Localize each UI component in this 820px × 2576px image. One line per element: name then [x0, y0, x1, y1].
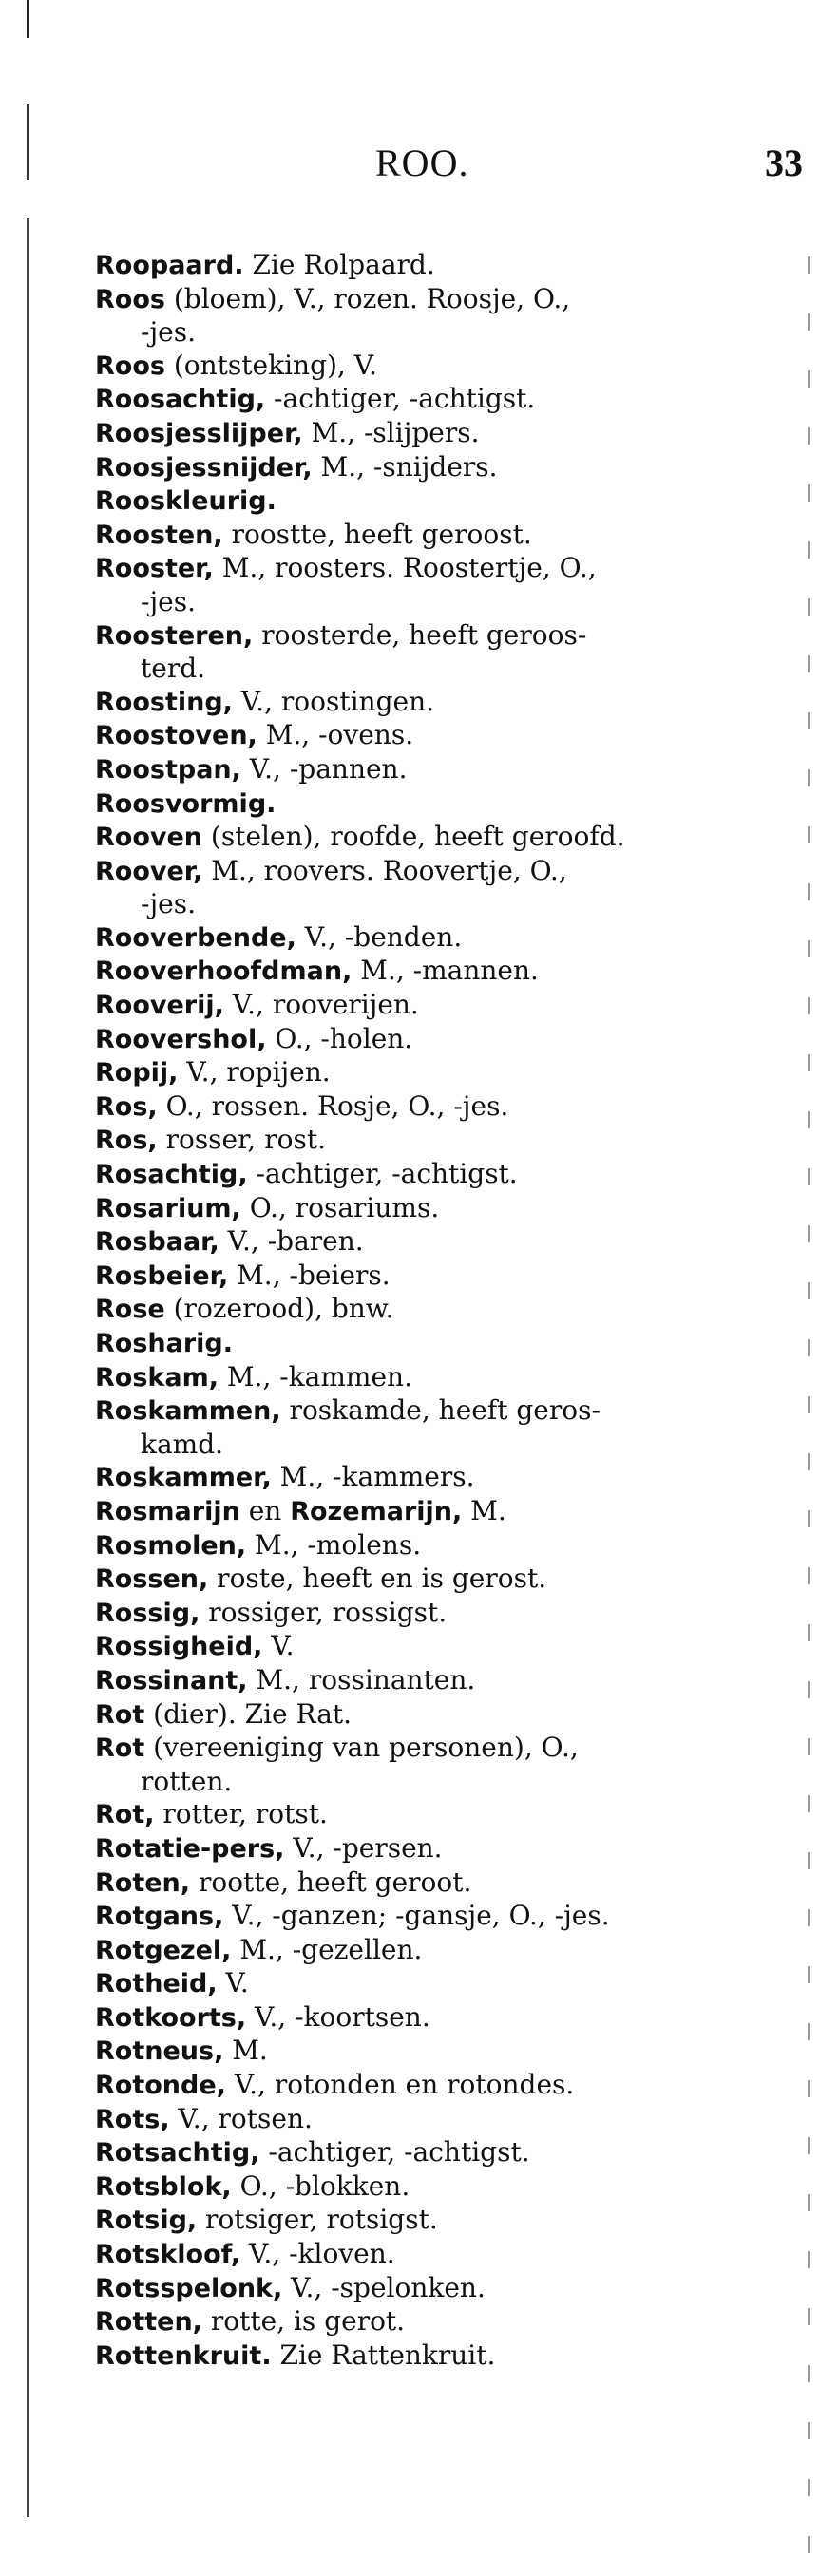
dictionary-entry [95, 855, 777, 889]
entry-definition: V., -pannen. [240, 752, 408, 785]
entry-definition: roosterde, heeft geroos- [253, 618, 587, 651]
dictionary-entry [95, 753, 777, 787]
dictionary-entry [95, 1361, 777, 1395]
entry-definition: V., -kloven. [240, 2238, 395, 2270]
entry-definition: O., rossen. Rosje, O., -jes. [157, 1089, 509, 1122]
dictionary-entry [95, 1225, 777, 1260]
entry-headword: Rotonde, [95, 2071, 226, 2101]
dictionary-entry [95, 2103, 777, 2137]
entry-definition: rotte, is gerot. [201, 2305, 406, 2338]
entry-definition: V., -persen. [284, 1831, 443, 1864]
entry-headword: Roos [95, 284, 165, 314]
dictionary-entry [95, 283, 777, 317]
dictionary-entry [95, 1597, 777, 1631]
entry-headword: Roosting, [95, 687, 233, 717]
dictionary-entry [95, 2339, 777, 2374]
dictionary-entry [95, 383, 777, 417]
dictionary-entry [95, 955, 777, 989]
entry-definition: V., rooverijen. [223, 989, 419, 1021]
entry-definition: M., roovers. Roovertje, O., [202, 854, 567, 886]
entry-continuation [95, 586, 777, 619]
entry-definition: (bloem), V., rozen. Roosje, O., [164, 282, 571, 314]
page-header [0, 141, 820, 198]
dictionary-entry [95, 1866, 777, 1901]
entry-headword: Rotheid, [95, 1969, 218, 1999]
entry-definition: M., -snijders. [312, 450, 498, 483]
dictionary-entry [95, 1934, 777, 1968]
dictionary-entry [95, 1293, 777, 1327]
entry-headword-variant: Rozemarijn, [290, 1496, 463, 1526]
dictionary-entry [95, 1461, 777, 1495]
entry-headword: Rosbeier, [95, 1260, 229, 1291]
dictionary-entry [95, 2136, 777, 2170]
entry-continuation-text: terd. [141, 653, 206, 685]
entry-continuation-text: -jes. [141, 316, 196, 349]
entry-definition: -achtiger, -achtigst. [265, 383, 536, 415]
dictionary-entry [95, 519, 777, 553]
entry-definition: (vereeniging van personen), O., [144, 1732, 579, 1764]
entry-continuation [95, 653, 777, 686]
entry-definition: en [239, 1494, 291, 1526]
entry-continuation [95, 888, 777, 921]
dictionary-entry [95, 249, 777, 283]
dictionary-entry [95, 350, 777, 384]
left-margin-rule [27, 0, 29, 2576]
dictionary-entry [95, 2069, 777, 2103]
entry-definition: rossiger, rossigst. [200, 1596, 448, 1628]
entry-headword: Ros, [95, 1126, 158, 1156]
dictionary-entry [95, 2001, 777, 2036]
entry-headword: Rotgans, [95, 1902, 224, 1932]
entry-headword: Roskammen, [95, 1396, 281, 1427]
entry-headword: Roosvormig. [95, 788, 277, 819]
dictionary-entry [95, 1798, 777, 1832]
entry-headword: Rotatie-pers, [95, 1833, 285, 1864]
entry-continuation [95, 1766, 777, 1799]
entry-continuation-text: kamd. [141, 1428, 224, 1460]
entry-headword: Roskam, [95, 1362, 219, 1392]
dictionary-entry [95, 1563, 777, 1597]
entry-headword: Rooster, [95, 554, 214, 584]
entry-headword: Roovershol, [95, 1024, 267, 1054]
dictionary-entry [95, 484, 777, 519]
dictionary-entry [95, 1124, 777, 1158]
entry-definition: rootte, heeft geroot. [190, 1866, 472, 1898]
entry-continuation-text: rotten. [141, 1765, 233, 1797]
entry-headword: Rotsspelonk, [95, 2273, 283, 2303]
entry-continuation [95, 316, 777, 350]
entry-headword: Rotsblok, [95, 2171, 232, 2202]
entry-definition: M., -kammen. [218, 1360, 412, 1392]
entry-headword: Rot, [95, 1800, 155, 1830]
entry-definition: V., -baren. [219, 1225, 364, 1258]
entry-definition: V. [217, 1967, 249, 1999]
dictionary-entry [95, 2204, 777, 2238]
entry-definition: (ontsteking), V. [164, 349, 377, 381]
entry-headword: Rotkoorts, [95, 2002, 247, 2033]
dictionary-entry [95, 1967, 777, 2001]
entry-definition: Zie Rattenkruit. [271, 2339, 496, 2371]
entry-headword: Rotsig, [95, 2206, 198, 2236]
entry-definition: V. [262, 1630, 295, 1662]
dictionary-entry [95, 1732, 777, 1766]
dictionary-entry [95, 1698, 777, 1733]
dictionary-entry [95, 1630, 777, 1664]
entry-headword: Rosmarijn [95, 1496, 240, 1526]
dictionary-entry [95, 2170, 777, 2205]
dictionary-entry [95, 921, 777, 956]
entry-definition: roostte, heeft geroost. [222, 518, 532, 550]
entry-definition: (dier). Zie Rat. [144, 1697, 353, 1730]
entry-headword: Rossigheid, [95, 1632, 263, 1662]
entry-headword: Roopaard. [95, 251, 244, 280]
dictionary-entry [95, 552, 777, 586]
dictionary-entry [95, 1832, 777, 1866]
entry-headword: Rot [95, 1733, 145, 1764]
entry-definition: M., roosters. Roostertje, O., [213, 552, 597, 584]
entry-definition: M., -mannen. [352, 955, 539, 987]
entry-definition: O., -holen. [266, 1022, 413, 1054]
entry-headword: Roover, [95, 856, 203, 886]
dictionary-entry [95, 1327, 777, 1361]
entry-definition: M., -ovens. [257, 719, 414, 751]
entry-headword: Rooverhoofdman, [95, 957, 353, 987]
entry-headword: Rooskleurig. [95, 486, 277, 517]
entry-definition: O., -blokken. [231, 2169, 410, 2202]
entry-headword: Ropij, [95, 1058, 179, 1089]
entry-headword: Rot [95, 1699, 145, 1730]
dictionary-entry [95, 1529, 777, 1563]
entry-definition: M., -molens. [246, 1528, 422, 1561]
entry-definition: M., -slijpers. [302, 416, 480, 448]
entry-headword: Roosachtig, [95, 385, 266, 415]
dictionary-entry [95, 1158, 777, 1192]
entry-headword: Roos [95, 350, 165, 381]
entry-headword: Roskammer, [95, 1463, 272, 1493]
entry-continuation [95, 1429, 777, 1462]
entry-definition: (rozerood), bnw. [164, 1293, 394, 1325]
entry-headword: Rotten, [95, 2307, 202, 2338]
entry-definition: M., -gezellen. [231, 1933, 423, 1965]
entry-headword: Rosbaar, [95, 1227, 219, 1258]
page-number: 33 [765, 142, 803, 184]
entry-headword: Rose [95, 1295, 165, 1325]
entry-definition: V., -koortsen. [246, 2000, 430, 2033]
entry-headword: Roosjesslijper, [95, 418, 303, 448]
entry-continuation-text: -jes. [141, 585, 196, 617]
entry-headword: Rosachtig, [95, 1160, 248, 1190]
entry-headword: Rosmolen, [95, 1530, 247, 1561]
entry-headword: Rotskloof, [95, 2240, 241, 2270]
entry-headword: Roostoven, [95, 721, 257, 751]
entry-headword: Rottenkruit. [95, 2340, 272, 2371]
entry-continuation-text: -jes. [141, 888, 196, 920]
right-margin-rule [808, 256, 810, 2555]
entry-headword: Rosarium, [95, 1193, 241, 1223]
dictionary-entry [95, 821, 777, 855]
entry-headword: Roostpan, [95, 754, 241, 785]
entry-headword: Roosten, [95, 520, 223, 550]
dictionary-entry [95, 2035, 777, 2069]
entry-definition: roste, heeft en is gerost. [208, 1563, 547, 1595]
entry-headword: Ros, [95, 1091, 158, 1122]
entry-list [95, 249, 777, 2373]
dictionary-entry [95, 686, 777, 720]
entry-definition: rotter, rotst. [154, 1798, 328, 1830]
entry-definition: M., rossinanten. [247, 1663, 476, 1695]
dictionary-entry [95, 1192, 777, 1226]
entry-headword: Roten, [95, 1867, 191, 1898]
entry-definition: V., -benden. [296, 920, 463, 953]
dictionary-entry [95, 1090, 777, 1125]
entry-headword: Rooverij, [95, 991, 224, 1021]
entry-definition: -achtiger, -achtigst. [259, 2136, 530, 2169]
entry-headword: Rooven [95, 823, 203, 853]
entry-definition: V., rotsen. [169, 2102, 313, 2134]
dictionary-entry [95, 2272, 777, 2306]
dictionary-entry [95, 1664, 777, 1698]
dictionary-entry [95, 1023, 777, 1057]
dictionary-entry [95, 619, 777, 653]
entry-headword: Rotneus, [95, 2036, 224, 2067]
entry-headword: Rots, [95, 2104, 170, 2134]
entry-definition: M., -kammers. [271, 1461, 475, 1493]
dictionary-entry [95, 787, 777, 822]
entry-headword: Rooverbende, [95, 922, 296, 953]
entry-definition: M. [223, 2035, 268, 2067]
entry-definition: V., rotonden en rotondes. [225, 2069, 575, 2101]
entry-definition: (stelen), roofde, heeft geroofd. [202, 821, 625, 853]
entry-definition: V., -spelonken. [282, 2271, 486, 2303]
running-head: ROO. [375, 142, 469, 184]
entry-definition: Zie Rolpaard. [243, 249, 435, 280]
entry-definition: V., roostingen. [232, 685, 435, 717]
entry-definition: -achtiger, -achtigst. [247, 1158, 518, 1190]
entry-headword: Rosharig. [95, 1329, 234, 1358]
entry-headword: Rossinant, [95, 1665, 248, 1695]
entry-headword: Roosteren, [95, 620, 254, 651]
dictionary-entry [95, 989, 777, 1023]
entry-headword: Rossig, [95, 1598, 200, 1628]
dictionary-entry [95, 1394, 777, 1429]
entry-definition-variant: M. [462, 1494, 506, 1526]
entry-headword: Rossen, [95, 1564, 209, 1595]
entry-definition: V., -ganzen; -gansje, O., -jes. [223, 1900, 610, 1932]
entry-definition: rotsiger, rotsigst. [197, 2204, 438, 2236]
entry-definition: M., -beiers. [228, 1259, 391, 1291]
entry-headword: Rotsachtig, [95, 2138, 260, 2169]
entry-definition: rosser, rost. [157, 1124, 326, 1156]
dictionary-entry [95, 1260, 777, 1294]
dictionary-entry [95, 417, 777, 451]
entry-definition: roskamde, heeft geros- [280, 1394, 601, 1427]
dictionary-entry [95, 719, 777, 753]
entry-headword: Roosjessnijder, [95, 452, 313, 483]
entry-definition: V., ropijen. [178, 1056, 331, 1089]
dictionary-entry [95, 1900, 777, 1934]
dictionary-entry [95, 2305, 777, 2339]
dictionary-entry [95, 451, 777, 485]
entry-definition: O., rosariums. [240, 1191, 440, 1223]
entry-headword: Rotgezel, [95, 1935, 232, 1965]
dictionary-entry [95, 2238, 777, 2272]
dictionary-entry [95, 1056, 777, 1090]
dictionary-entry [95, 1495, 777, 1529]
